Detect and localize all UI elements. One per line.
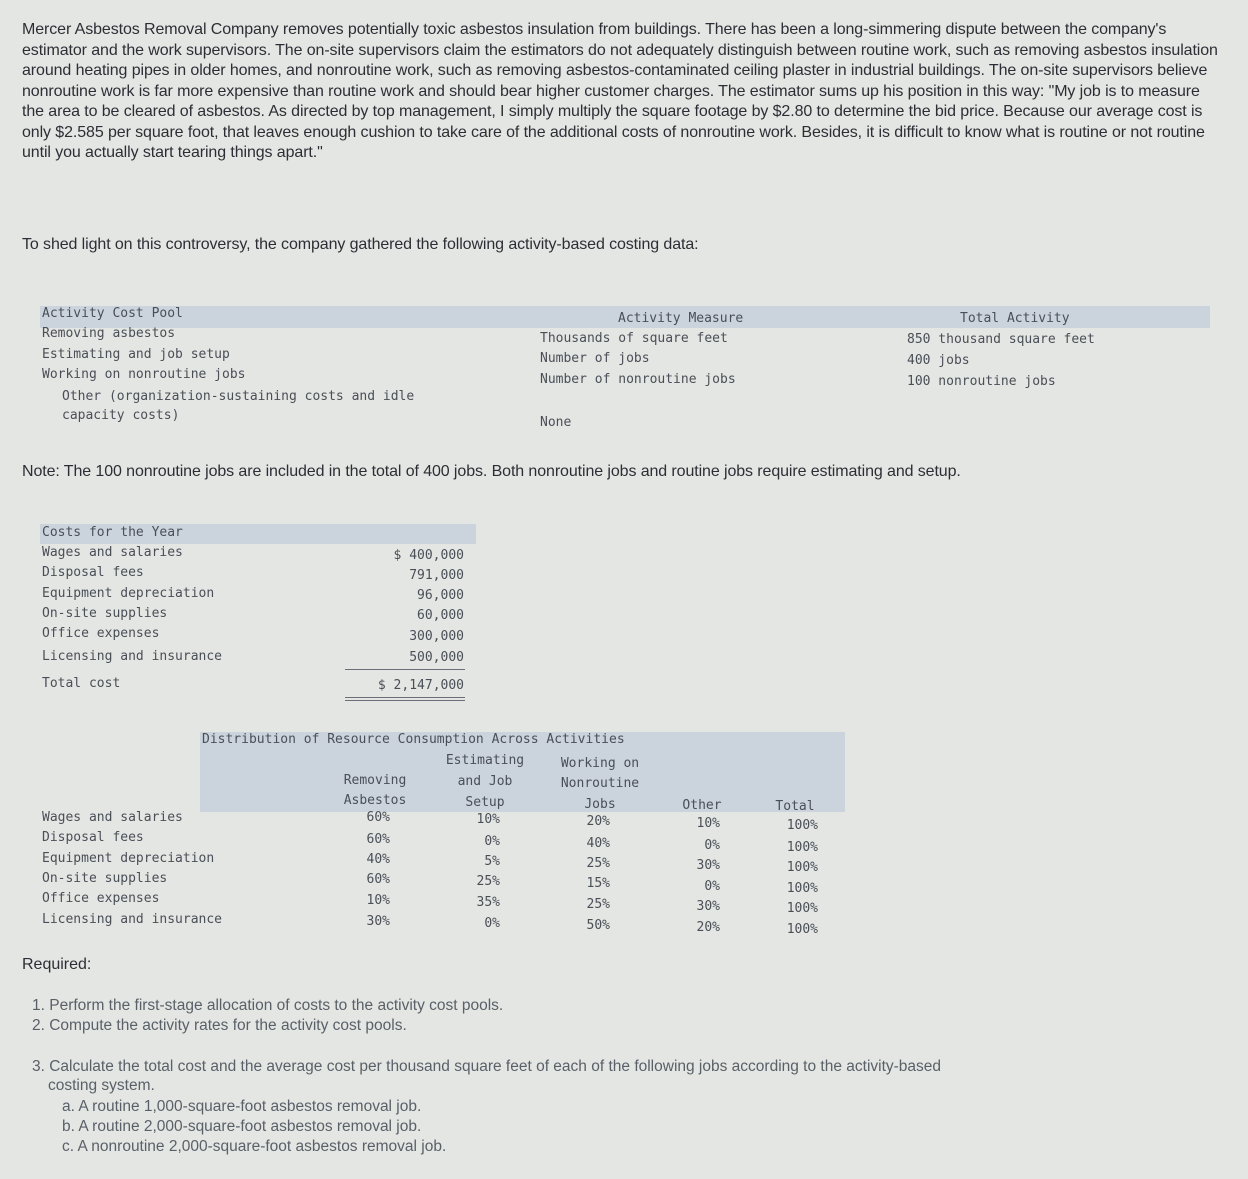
dist-label-3: Equipment depreciation [42,851,215,866]
dist-cell: 25% [586,856,610,871]
activity-pool-1: Removing asbestos [42,326,176,341]
activity-pool-2: Estimating and job setup [42,347,230,362]
activity-measure-1: Thousands of square feet [540,331,728,346]
activity-total-2: 400 jobs [907,353,970,368]
cost-label-2: Disposal fees [42,565,144,580]
dist-cell: 20% [586,814,610,829]
col-working-2: Nonroutine [560,776,640,791]
col-other: Other [682,798,722,813]
dist-cell: 60% [366,832,390,847]
note-paragraph: Note: The 100 nonroutine jobs are included in the total of 400 jobs. Both nonroutine jobs and routine jobs require estimating and setup. [22,463,961,480]
lead-sentence: To shed light on this controversy, the company gathered the following activity-based costing data: [22,236,699,253]
dist-cell: 0% [484,916,500,931]
col-removing-2: Asbestos [343,793,407,808]
activity-header-total: Total Activity [960,311,1070,326]
activity-measure-4: None [540,415,572,430]
cost-value-6: 500,000 [409,650,464,665]
cost-value-3: 96,000 [417,588,464,603]
costs-subtotal-rule [345,669,465,670]
dist-cell: 20% [696,920,720,935]
cost-value-1: $ 400,000 [393,548,464,563]
dist-cell: 10% [476,812,500,827]
activity-total-3: 100 nonroutine jobs [907,374,1056,389]
dist-cell: 50% [586,918,610,933]
dist-cell: 100% [786,922,818,937]
dist-cell: 60% [366,872,390,887]
cost-label-5: Office expenses [42,626,160,641]
required-item-2: 2. Compute the activity rates for the activity cost pools. [32,1017,407,1034]
dist-cell: 100% [786,881,818,896]
col-working-1: Working on [560,756,640,771]
col-removing-1: Removing [343,773,407,788]
dist-cell: 0% [704,838,720,853]
col-total: Total [775,799,815,814]
required-sub-c: c. A nonroutine 2,000-square-foot asbestos removal job. [62,1138,447,1155]
cost-label-4: On-site supplies [42,606,168,621]
dist-cell: 30% [366,914,390,929]
activity-pool-4: Other (organization-sustaining costs and idle [62,389,415,404]
cost-label-1: Wages and salaries [42,545,183,560]
dist-cell: 60% [366,810,390,825]
col-estimating-2: and Job [457,774,513,789]
dist-cell: 0% [484,834,500,849]
activity-header-measure: Activity Measure [618,311,744,326]
required-item-3-cont: costing system. [48,1077,155,1094]
dist-cell: 100% [786,840,818,855]
dist-cell: 25% [586,897,610,912]
dist-cell: 25% [476,874,500,889]
dist-cell: 10% [366,893,390,908]
dist-cell: 40% [586,836,610,851]
activity-measure-2: Number of jobs [540,351,650,366]
required-heading: Required: [22,956,92,973]
dist-label-5: Office expenses [42,891,160,906]
col-working-3: Jobs [584,797,616,812]
required-sub-b: b. A routine 2,000-square-foot asbestos removal job. [62,1118,422,1135]
activity-pool-4-cont: capacity costs) [62,408,180,423]
dist-label-2: Disposal fees [42,830,144,845]
dist-cell: 100% [786,818,818,833]
activity-pool-3: Working on nonroutine jobs [42,367,246,382]
activity-measure-3: Number of nonroutine jobs [540,372,736,387]
cost-label-3: Equipment depreciation [42,586,215,601]
cost-total-label: Total cost [42,676,121,691]
dist-label-6: Licensing and insurance [42,912,223,927]
intro-paragraph: Mercer Asbestos Removal Company removes potentially toxic asbestos insulation from buildings. There has been a long-simmering dispute between the company's estimator and the work supervisors. The on-site supervisors claim the estimators do not adequately distinguish between routine work, such as removing asbestos insulation around heating pipes in older homes, and nonroutine work, such as removing asbestos-contaminated ceiling plaster in industrial buildings. The on-site supervisors believe nonroutine work is far more expensive than routine work and should bear higher customer charges. The estimator sums up his position in this way: "My job is to measure the area to be cleared of asbestos. As directed by top management, I simply multiply the square footage by $2.80 to determine the bid price. Because our average cost is only $2.585 per square foot, that leaves enough cushion to take care of the additional costs of nonroutine work. Besides, it is difficult to know what is routine or not routine until you actually start tearing things apart." [22,21,1218,161]
activity-header-pool: Activity Cost Pool [42,306,183,321]
cost-label-6: Licensing and insurance [42,649,223,664]
costs-total-rule-1 [345,697,465,698]
dist-cell: 100% [786,901,818,916]
activity-total-1: 850 thousand square feet [907,332,1095,347]
dist-cell: 0% [704,879,720,894]
cost-value-2: 791,000 [409,568,464,583]
dist-cell: 35% [476,895,500,910]
dist-label-1: Wages and salaries [42,810,183,825]
col-estimating-1: Estimating [445,753,525,768]
dist-label-4: On-site supplies [42,871,168,886]
dist-cell: 40% [366,852,390,867]
cost-total-value: $ 2,147,000 [377,678,464,693]
dist-cell: 10% [696,816,720,831]
cost-value-4: 60,000 [417,608,464,623]
costs-total-rule-2 [345,700,465,701]
dist-cell: 100% [786,860,818,875]
distribution-title: Distribution of Resource Consumption Across Activities [202,732,625,747]
required-item-3: 3. Calculate the total cost and the average cost per thousand square feet of each of the following jobs according to the activity-based [32,1058,942,1075]
dist-cell: 15% [586,876,610,891]
dist-cell: 30% [696,858,720,873]
dist-cell: 5% [484,854,500,869]
required-item-1: 1. Perform the first-stage allocation of costs to the activity cost pools. [32,997,504,1014]
costs-header: Costs for the Year [42,525,183,540]
required-sub-a: a. A routine 1,000-square-foot asbestos removal job. [62,1098,422,1115]
col-estimating-3: Setup [465,795,505,810]
cost-value-5: 300,000 [409,629,464,644]
dist-cell: 30% [696,899,720,914]
